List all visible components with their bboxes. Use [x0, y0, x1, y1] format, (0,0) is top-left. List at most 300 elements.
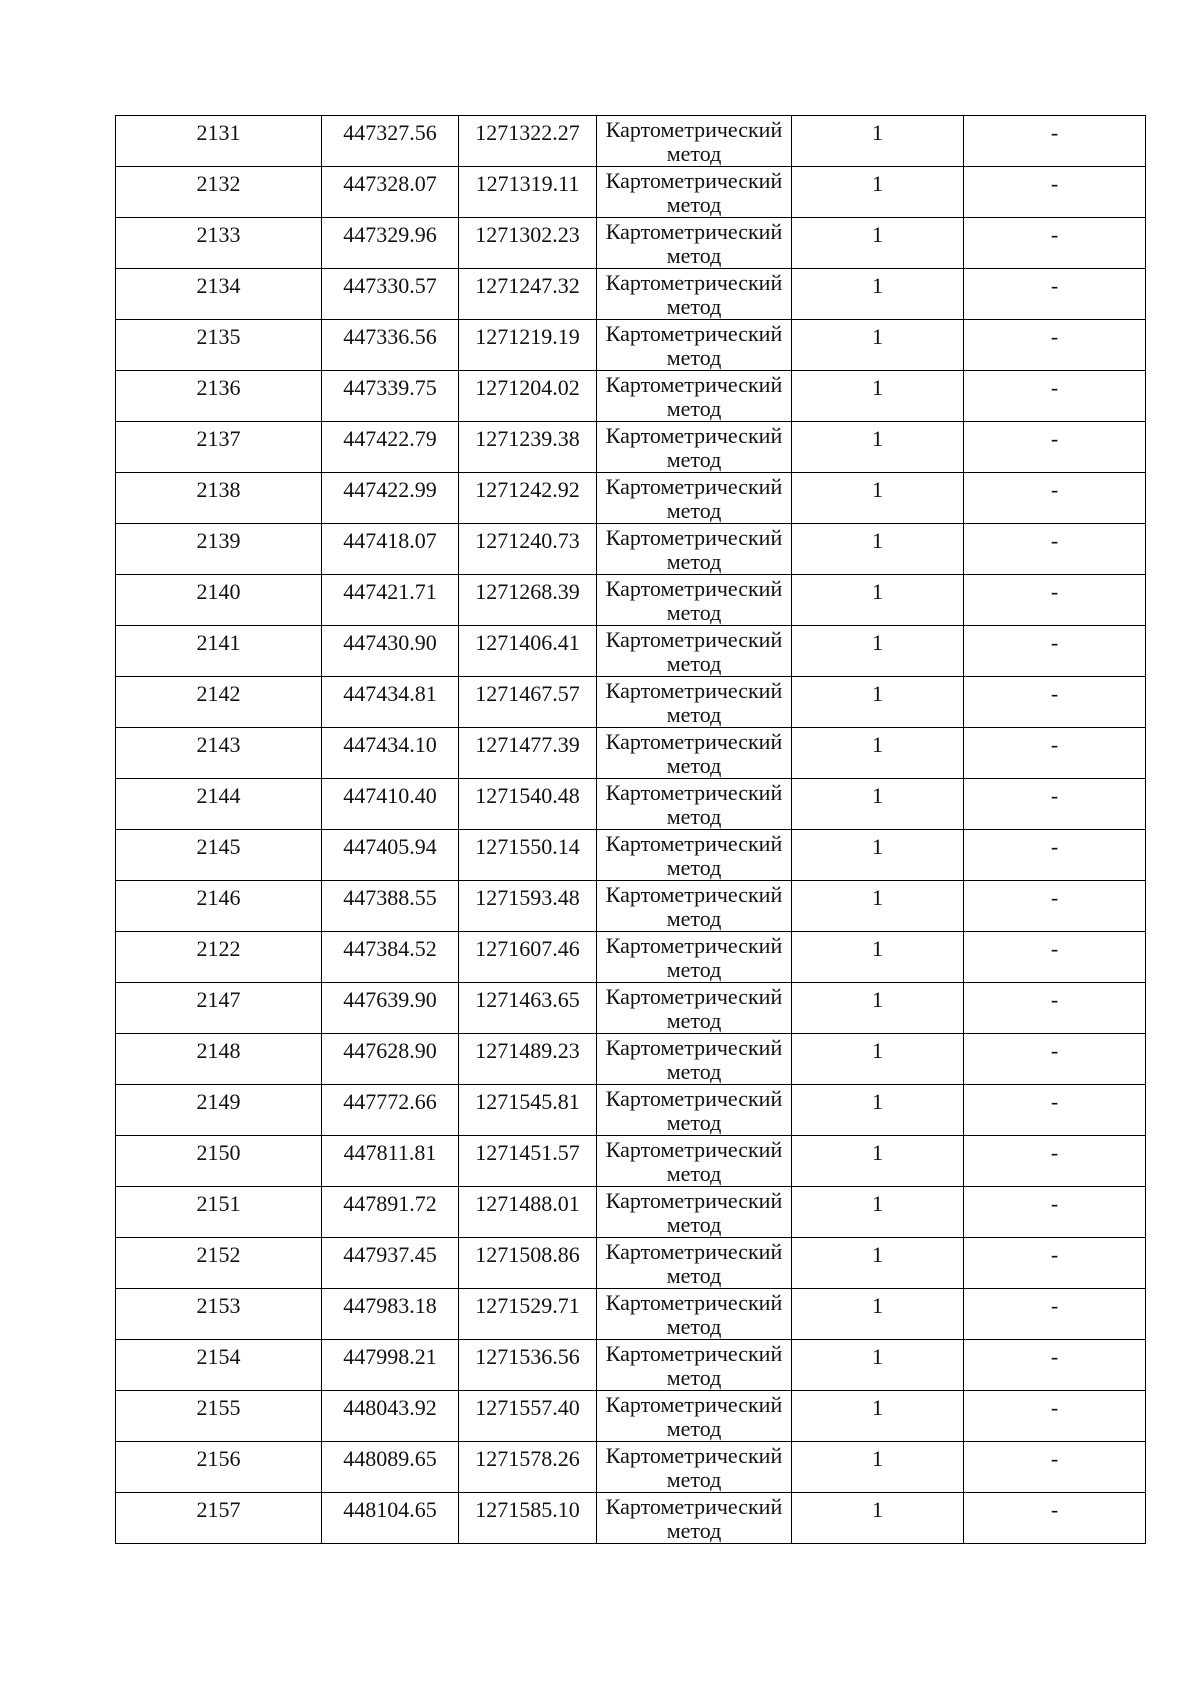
y-coordinate-text: 1271463.65 [475, 987, 580, 1012]
method-cell [597, 1493, 792, 1544]
note-cell [964, 830, 1146, 881]
method-cell [597, 575, 792, 626]
point-number-text: 2135 [196, 324, 241, 349]
method-text-line2: метод [666, 243, 722, 268]
x-coordinate-text: 447937.45 [343, 1242, 437, 1267]
accuracy-cell [792, 626, 964, 677]
x-coordinate-cell [322, 1034, 459, 1085]
point-number-cell [116, 1493, 322, 1544]
x-coordinate-text: 447339.75 [343, 375, 437, 400]
table-row [116, 320, 1146, 371]
note-cell [964, 1493, 1146, 1544]
x-coordinate-text: 447639.90 [343, 987, 437, 1012]
note-text: - [1050, 120, 1059, 145]
accuracy-cell [792, 320, 964, 371]
note-cell [964, 626, 1146, 677]
note-cell [964, 1391, 1146, 1442]
accuracy-cell [792, 1442, 964, 1493]
x-coordinate-cell [322, 1085, 459, 1136]
point-number-text: 2142 [196, 681, 241, 706]
x-coordinate-cell [322, 779, 459, 830]
x-coordinate-cell [322, 575, 459, 626]
point-number-cell [116, 1442, 322, 1493]
point-number-cell [116, 320, 322, 371]
note-cell [964, 779, 1146, 830]
x-coordinate-text: 447811.81 [343, 1140, 437, 1165]
note-text: - [1050, 1395, 1059, 1420]
method-text-line1: Картометрический [605, 780, 783, 805]
note-text: - [1050, 834, 1059, 859]
x-coordinate-cell [322, 626, 459, 677]
method-text-line2: метод [666, 1008, 722, 1033]
x-coordinate-text: 447891.72 [343, 1191, 437, 1216]
document-page [115, 115, 1145, 1544]
note-cell [964, 1187, 1146, 1238]
table-row [116, 1493, 1146, 1544]
accuracy-cell [792, 1085, 964, 1136]
x-coordinate-text: 447983.18 [343, 1293, 437, 1318]
y-coordinate-text: 1271204.02 [475, 375, 580, 400]
point-number-cell [116, 983, 322, 1034]
method-text-line2: метод [666, 906, 722, 931]
method-text-line1: Картометрический [605, 1392, 783, 1417]
point-number-text: 2146 [196, 885, 241, 910]
y-coordinate-text: 1271545.81 [475, 1089, 580, 1114]
accuracy-text: 1 [872, 885, 883, 910]
method-cell [597, 1034, 792, 1085]
accuracy-text: 1 [872, 630, 883, 655]
x-coordinate-cell [322, 677, 459, 728]
point-number-cell [116, 1340, 322, 1391]
point-number-text: 2144 [196, 783, 241, 808]
table-row [116, 422, 1146, 473]
y-coordinate-cell [459, 1187, 597, 1238]
note-text: - [1050, 273, 1059, 298]
point-number-text: 2134 [196, 273, 241, 298]
note-text: - [1050, 1446, 1059, 1471]
y-coordinate-cell [459, 1136, 597, 1187]
method-text-line1: Картометрический [605, 474, 783, 499]
point-number-text: 2141 [196, 630, 241, 655]
note-cell [964, 422, 1146, 473]
x-coordinate-cell [322, 728, 459, 779]
method-text-line1: Картометрический [605, 525, 783, 550]
table-row [116, 881, 1146, 932]
method-cell [597, 1187, 792, 1238]
accuracy-text: 1 [872, 936, 883, 961]
x-coordinate-cell [322, 1340, 459, 1391]
note-cell [964, 983, 1146, 1034]
note-text: - [1050, 324, 1059, 349]
note-text: - [1050, 1140, 1059, 1165]
x-coordinate-text: 447430.90 [343, 630, 437, 655]
method-text-line1: Картометрический [605, 933, 783, 958]
x-coordinate-text: 447410.40 [343, 783, 437, 808]
method-text-line2: метод [666, 1365, 722, 1390]
accuracy-cell [792, 1493, 964, 1544]
method-text-line1: Картометрический [605, 1239, 783, 1264]
method-text-line1: Картометрический [605, 627, 783, 652]
table-row [116, 116, 1146, 167]
point-number-text: 2152 [196, 1242, 241, 1267]
method-cell [597, 1136, 792, 1187]
note-cell [964, 881, 1146, 932]
method-text-line1: Картометрический [605, 1188, 783, 1213]
accuracy-text: 1 [872, 681, 883, 706]
note-cell [964, 728, 1146, 779]
method-text-line1: Картометрический [605, 321, 783, 346]
method-text-line1: Картометрический [605, 1086, 783, 1111]
x-coordinate-cell [322, 116, 459, 167]
y-coordinate-cell [459, 779, 597, 830]
note-text: - [1050, 783, 1059, 808]
y-coordinate-text: 1271607.46 [475, 936, 580, 961]
y-coordinate-cell [459, 1289, 597, 1340]
x-coordinate-text: 448043.92 [343, 1395, 437, 1420]
note-text: - [1050, 528, 1059, 553]
y-coordinate-cell [459, 575, 597, 626]
accuracy-cell [792, 167, 964, 218]
accuracy-text: 1 [872, 375, 883, 400]
table-row [116, 1340, 1146, 1391]
method-text-line1: Картометрический [605, 1035, 783, 1060]
x-coordinate-cell [322, 218, 459, 269]
method-cell [597, 1391, 792, 1442]
y-coordinate-text: 1271240.73 [475, 528, 580, 553]
accuracy-cell [792, 269, 964, 320]
method-text-line2: метод [666, 447, 722, 472]
x-coordinate-text: 447327.56 [343, 120, 437, 145]
method-cell [597, 881, 792, 932]
note-cell [964, 116, 1146, 167]
y-coordinate-text: 1271239.38 [475, 426, 580, 451]
x-coordinate-text: 447336.56 [343, 324, 437, 349]
y-coordinate-cell [459, 371, 597, 422]
x-coordinate-cell [322, 881, 459, 932]
x-coordinate-cell [322, 1391, 459, 1442]
table-row [116, 1034, 1146, 1085]
x-coordinate-text: 447434.10 [343, 732, 437, 757]
method-text-line1: Картометрический [605, 882, 783, 907]
method-text-line2: метод [666, 957, 722, 982]
method-text-line2: метод [666, 1110, 722, 1135]
y-coordinate-text: 1271508.86 [475, 1242, 580, 1267]
y-coordinate-cell [459, 830, 597, 881]
accuracy-cell [792, 830, 964, 881]
point-number-cell [116, 677, 322, 728]
x-coordinate-text: 447998.21 [343, 1344, 437, 1369]
accuracy-cell [792, 575, 964, 626]
point-number-text: 2143 [196, 732, 241, 757]
method-text-line2: метод [666, 1059, 722, 1084]
point-number-cell [116, 1034, 322, 1085]
point-number-cell [116, 575, 322, 626]
point-number-text: 2149 [196, 1089, 241, 1114]
accuracy-text: 1 [872, 120, 883, 145]
accuracy-cell [792, 779, 964, 830]
x-coordinate-cell [322, 1493, 459, 1544]
x-coordinate-cell [322, 1136, 459, 1187]
x-coordinate-cell [322, 473, 459, 524]
y-coordinate-text: 1271477.39 [475, 732, 580, 757]
x-coordinate-cell [322, 932, 459, 983]
method-cell [597, 830, 792, 881]
table-row [116, 626, 1146, 677]
accuracy-text: 1 [872, 1446, 883, 1471]
x-coordinate-text: 447330.57 [343, 273, 437, 298]
point-number-cell [116, 1238, 322, 1289]
point-number-text: 2145 [196, 834, 241, 859]
x-coordinate-text: 447628.90 [343, 1038, 437, 1063]
accuracy-text: 1 [872, 834, 883, 859]
method-text-line2: метод [666, 192, 722, 217]
accuracy-text: 1 [872, 222, 883, 247]
point-number-cell [116, 269, 322, 320]
accuracy-cell [792, 983, 964, 1034]
point-number-cell [116, 524, 322, 575]
y-coordinate-cell [459, 1493, 597, 1544]
point-number-cell [116, 422, 322, 473]
table-row [116, 983, 1146, 1034]
accuracy-cell [792, 1340, 964, 1391]
note-text: - [1050, 1038, 1059, 1063]
y-coordinate-text: 1271268.39 [475, 579, 580, 604]
method-text-line2: метод [666, 753, 722, 778]
y-coordinate-text: 1271247.32 [475, 273, 580, 298]
method-text-line1: Картометрический [605, 984, 783, 1009]
accuracy-text: 1 [872, 273, 883, 298]
y-coordinate-text: 1271319.11 [475, 171, 580, 196]
point-number-cell [116, 167, 322, 218]
accuracy-text: 1 [872, 987, 883, 1012]
x-coordinate-cell [322, 1187, 459, 1238]
x-coordinate-text: 447405.94 [343, 834, 437, 859]
note-text: - [1050, 1344, 1059, 1369]
note-cell [964, 1340, 1146, 1391]
accuracy-cell [792, 422, 964, 473]
point-number-cell [116, 473, 322, 524]
note-text: - [1050, 936, 1059, 961]
accuracy-cell [792, 881, 964, 932]
note-text: - [1050, 426, 1059, 451]
method-text-line2: метод [666, 651, 722, 676]
y-coordinate-cell [459, 167, 597, 218]
table-row [116, 269, 1146, 320]
point-number-cell [116, 1187, 322, 1238]
method-text-line1: Картометрический [605, 168, 783, 193]
x-coordinate-text: 448104.65 [343, 1497, 437, 1522]
x-coordinate-text: 447422.99 [343, 477, 437, 502]
y-coordinate-cell [459, 983, 597, 1034]
point-number-text: 2140 [196, 579, 241, 604]
method-text-line1: Картометрический [605, 423, 783, 448]
note-cell [964, 473, 1146, 524]
note-text: - [1050, 222, 1059, 247]
accuracy-text: 1 [872, 528, 883, 553]
accuracy-text: 1 [872, 1191, 883, 1216]
table-row [116, 1136, 1146, 1187]
y-coordinate-cell [459, 932, 597, 983]
method-cell [597, 932, 792, 983]
accuracy-text: 1 [872, 1293, 883, 1318]
y-coordinate-cell [459, 320, 597, 371]
table-row [116, 1391, 1146, 1442]
table-row [116, 575, 1146, 626]
x-coordinate-text: 447329.96 [343, 222, 437, 247]
y-coordinate-text: 1271550.14 [475, 834, 580, 859]
accuracy-text: 1 [872, 171, 883, 196]
point-number-text: 2157 [196, 1497, 241, 1522]
y-coordinate-cell [459, 473, 597, 524]
point-number-cell [116, 626, 322, 677]
note-cell [964, 167, 1146, 218]
method-text-line1: Картометрический [605, 678, 783, 703]
method-cell [597, 1340, 792, 1391]
table-row [116, 473, 1146, 524]
table-row [116, 1442, 1146, 1493]
note-cell [964, 1085, 1146, 1136]
method-text-line2: метод [666, 345, 722, 370]
note-cell [964, 524, 1146, 575]
note-cell [964, 677, 1146, 728]
table-row [116, 371, 1146, 422]
y-coordinate-cell [459, 524, 597, 575]
method-cell [597, 167, 792, 218]
x-coordinate-cell [322, 983, 459, 1034]
y-coordinate-text: 1271529.71 [475, 1293, 580, 1318]
x-coordinate-cell [322, 371, 459, 422]
y-coordinate-text: 1271467.57 [475, 681, 580, 706]
method-cell [597, 320, 792, 371]
x-coordinate-cell [322, 1289, 459, 1340]
point-number-text: 2154 [196, 1344, 241, 1369]
note-text: - [1050, 1242, 1059, 1267]
note-cell [964, 320, 1146, 371]
point-number-cell [116, 932, 322, 983]
point-number-text: 2131 [196, 120, 241, 145]
accuracy-cell [792, 524, 964, 575]
accuracy-text: 1 [872, 1344, 883, 1369]
accuracy-cell [792, 728, 964, 779]
method-text-line1: Картометрический [605, 270, 783, 295]
method-cell [597, 626, 792, 677]
method-text-line2: метод [666, 294, 722, 319]
accuracy-cell [792, 677, 964, 728]
note-cell [964, 1034, 1146, 1085]
method-text-line2: метод [666, 600, 722, 625]
accuracy-cell [792, 1289, 964, 1340]
table-row [116, 677, 1146, 728]
note-text: - [1050, 579, 1059, 604]
table-row [116, 218, 1146, 269]
point-number-cell [116, 1289, 322, 1340]
x-coordinate-cell [322, 167, 459, 218]
method-cell [597, 422, 792, 473]
point-number-cell [116, 371, 322, 422]
method-cell [597, 677, 792, 728]
y-coordinate-cell [459, 677, 597, 728]
method-cell [597, 269, 792, 320]
note-text: - [1050, 375, 1059, 400]
y-coordinate-cell [459, 728, 597, 779]
note-text: - [1050, 681, 1059, 706]
x-coordinate-text: 447422.79 [343, 426, 437, 451]
note-text: - [1050, 1497, 1059, 1522]
point-number-text: 2151 [196, 1191, 241, 1216]
accuracy-cell [792, 1187, 964, 1238]
y-coordinate-text: 1271451.57 [475, 1140, 580, 1165]
accuracy-text: 1 [872, 477, 883, 502]
table-row [116, 830, 1146, 881]
note-cell [964, 218, 1146, 269]
method-text-line2: метод [666, 1263, 722, 1288]
note-text: - [1050, 987, 1059, 1012]
note-cell [964, 1238, 1146, 1289]
table-row [116, 779, 1146, 830]
method-cell [597, 1442, 792, 1493]
point-number-text: 2138 [196, 477, 241, 502]
method-text-line1: Картометрический [605, 831, 783, 856]
note-text: - [1050, 732, 1059, 757]
table-row [116, 932, 1146, 983]
note-text: - [1050, 885, 1059, 910]
y-coordinate-text: 1271219.19 [475, 324, 580, 349]
accuracy-cell [792, 473, 964, 524]
method-cell [597, 116, 792, 167]
method-text-line1: Картометрический [605, 1494, 783, 1519]
note-text: - [1050, 630, 1059, 655]
method-text-line1: Картометрический [605, 1341, 783, 1366]
note-text: - [1050, 1293, 1059, 1318]
point-number-cell [116, 218, 322, 269]
method-text-line2: метод [666, 1467, 722, 1492]
point-number-text: 2122 [196, 936, 241, 961]
point-number-text: 2148 [196, 1038, 241, 1063]
point-number-cell [116, 881, 322, 932]
y-coordinate-text: 1271406.41 [475, 630, 580, 655]
accuracy-text: 1 [872, 1395, 883, 1420]
y-coordinate-text: 1271242.92 [475, 477, 580, 502]
coordinates-table-body [116, 116, 1146, 1544]
y-coordinate-cell [459, 881, 597, 932]
method-cell [597, 1289, 792, 1340]
accuracy-text: 1 [872, 579, 883, 604]
point-number-text: 2136 [196, 375, 241, 400]
accuracy-text: 1 [872, 426, 883, 451]
y-coordinate-cell [459, 269, 597, 320]
method-text-line2: метод [666, 702, 722, 727]
point-number-cell [116, 1391, 322, 1442]
method-text-line1: Картометрический [605, 729, 783, 754]
note-cell [964, 269, 1146, 320]
method-text-line1: Картометрический [605, 1137, 783, 1162]
accuracy-cell [792, 371, 964, 422]
method-cell [597, 1085, 792, 1136]
y-coordinate-text: 1271540.48 [475, 783, 580, 808]
y-coordinate-cell [459, 218, 597, 269]
table-row [116, 1085, 1146, 1136]
x-coordinate-cell [322, 524, 459, 575]
table-row [116, 1289, 1146, 1340]
y-coordinate-cell [459, 1085, 597, 1136]
y-coordinate-cell [459, 1442, 597, 1493]
accuracy-cell [792, 1034, 964, 1085]
point-number-cell [116, 1136, 322, 1187]
x-coordinate-cell [322, 1442, 459, 1493]
method-cell [597, 1238, 792, 1289]
x-coordinate-cell [322, 830, 459, 881]
accuracy-text: 1 [872, 1242, 883, 1267]
